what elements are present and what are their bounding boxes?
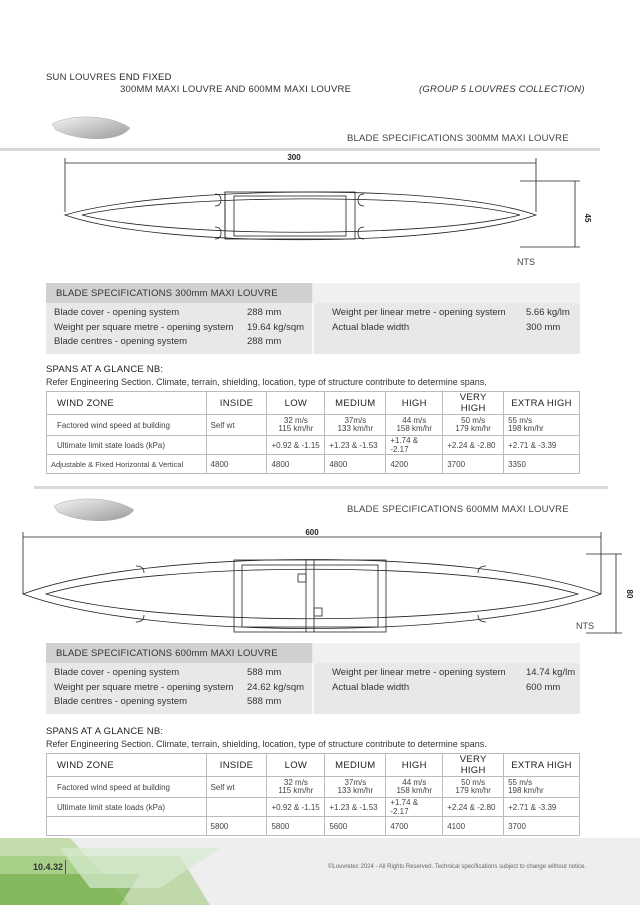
cell: +0.92 & -1.15 xyxy=(267,436,325,455)
row-label: Ultimate limit state loads (kPa) xyxy=(47,798,207,817)
spec-row xyxy=(54,682,312,697)
table-header-row xyxy=(47,392,580,415)
spec-value: 19.64 kg/sqm xyxy=(247,321,305,333)
spec-key: Actual blade width xyxy=(332,321,410,333)
spec-key: Blade cover - opening system xyxy=(54,667,180,678)
section-rule-2 xyxy=(34,486,608,489)
blade-300-title-b: 300MM MAXI LOUVRE xyxy=(466,133,569,144)
spans-note-2: Refer Engineering Section. Climate, terrain, shielding, location, type of structure contribute to determine spans. xyxy=(46,739,487,749)
row-label: Factored wind speed at building xyxy=(47,777,207,798)
spec-row xyxy=(332,682,580,697)
cell: +2.24 & -2.80 xyxy=(443,798,504,817)
row-label xyxy=(47,817,207,836)
cell: 5600 xyxy=(325,817,386,836)
row-label: Ultimate limit state loads (kPa) xyxy=(47,436,207,455)
cell: 37m/s xyxy=(344,778,367,787)
blade-300-title-a: BLADE SPECIFICATIONS xyxy=(347,133,464,144)
dim-width-600: 600 xyxy=(305,528,319,537)
cell: +0.92 & -1.15 xyxy=(267,798,325,817)
table-row xyxy=(47,415,580,436)
spec-key: Blade centres - opening system xyxy=(54,696,188,707)
header-line-1 xyxy=(46,72,172,83)
col-header: WIND ZONE xyxy=(47,392,207,415)
nts-label-1: NTS xyxy=(517,257,535,267)
cell: +2.71 & -3.39 xyxy=(504,436,580,455)
cell: 50 m/s xyxy=(461,416,486,425)
cell xyxy=(206,436,267,455)
cell: +2.71 & -3.39 xyxy=(504,798,580,817)
blade-600-thumbnail xyxy=(52,494,136,528)
spans-title-1: SPANS AT A GLANCE NB: xyxy=(46,364,164,375)
blade-600-title-b: 600MM MAXI LOUVRE xyxy=(466,504,569,515)
cell: 55 m/s xyxy=(508,778,533,787)
spans-table-300 xyxy=(46,391,580,474)
cell: 179 km/hr xyxy=(455,786,491,795)
cell: 179 km/hr xyxy=(455,424,491,433)
spec-row xyxy=(54,696,312,711)
col-header: INSIDE xyxy=(206,754,267,777)
spec-row xyxy=(54,307,312,322)
col-header: MEDIUM xyxy=(325,754,386,777)
table-row xyxy=(47,777,580,798)
cell: 4800 xyxy=(325,455,386,474)
spec-value: 288 mm xyxy=(247,336,282,347)
col-header: LOW xyxy=(267,392,325,415)
spec-row xyxy=(54,667,312,682)
table-row xyxy=(47,817,580,836)
blade-300-thumbnail xyxy=(50,112,132,146)
spec-value: 588 mm xyxy=(247,667,282,678)
spec-key: Actual blade width xyxy=(332,681,410,693)
blade-300-title xyxy=(347,133,569,144)
spans-note-1: Refer Engineering Section. Climate, terrain, shielding, location, type of structure contribute to determine spans. xyxy=(46,377,487,387)
spec-key: Weight per square metre - opening system xyxy=(54,681,234,693)
dim-height-45: 45 xyxy=(583,213,592,223)
spec-key: Weight per linear metre - opening system xyxy=(332,667,506,678)
group-note: (GROUP 5 LOUVRES COLLECTION) xyxy=(419,84,585,95)
cell: 4800 xyxy=(206,455,267,474)
cell xyxy=(206,798,267,817)
cell: +1.74 & -2.17 xyxy=(386,798,443,817)
spec-value: 588 mm xyxy=(247,696,282,707)
header-subtitle: 300MM MAXI LOUVRE AND 600MM MAXI LOUVRE xyxy=(120,84,352,95)
spec-value: 14.74 kg/lm xyxy=(526,667,576,678)
row-label: Factored wind speed at building xyxy=(47,415,207,436)
spec-row xyxy=(332,322,580,337)
cell: 5800 xyxy=(267,817,325,836)
cell: Self wt xyxy=(206,777,267,798)
cell: 133 km/hr xyxy=(337,424,374,433)
col-header: EXTRA HIGH xyxy=(504,754,580,777)
col-header: MEDIUM xyxy=(325,392,386,415)
cell: 44 m/s xyxy=(402,778,427,787)
row-label: Adjustable & Fixed Horizontal & Vertical xyxy=(47,455,207,474)
col-header: HIGH xyxy=(386,392,443,415)
copyright: ©Louvretec 2024 - All Rights Reserved. Technical specifications subject to change without notice. xyxy=(328,864,587,870)
col-header: VERY HIGH xyxy=(443,392,504,415)
cell: +1.74 & -2.17 xyxy=(386,436,443,455)
cell: 158 km/hr xyxy=(396,424,433,433)
spec-row xyxy=(332,667,580,682)
cell: 4800 xyxy=(267,455,325,474)
blade-300-profile-drawing xyxy=(40,152,600,272)
spec-table-300 xyxy=(46,283,580,354)
cell: +1.23 & -1.53 xyxy=(325,798,386,817)
blade-600-title xyxy=(347,504,569,515)
nts-label-2: NTS xyxy=(576,621,594,631)
spec-value: 300 mm xyxy=(526,321,561,333)
section-rule-1 xyxy=(0,148,600,151)
blade-600-profile-drawing xyxy=(16,528,640,638)
cell: 5800 xyxy=(206,817,267,836)
col-header: EXTRA HIGH xyxy=(504,392,580,415)
cell: 32 m/s xyxy=(283,778,308,787)
spec-header-600: BLADE SPECIFICATIONS 600mm MAXI LOUVRE xyxy=(46,643,312,663)
cell: 158 km/hr xyxy=(396,786,433,795)
dim-height-80: 80 xyxy=(625,589,634,599)
spec-key: Weight per linear metre - opening system xyxy=(332,307,506,318)
spec-table-600 xyxy=(46,643,580,714)
col-header: LOW xyxy=(267,754,325,777)
cell: 198 km/hr xyxy=(508,424,544,433)
table-row xyxy=(47,455,580,474)
col-header: WIND ZONE xyxy=(47,754,207,777)
header-title: END FIXED xyxy=(119,72,172,83)
cell: 37m/s xyxy=(344,416,367,425)
spec-value: 5.66 kg/lm xyxy=(526,307,570,318)
table-row xyxy=(47,436,580,455)
cell: 133 km/hr xyxy=(337,786,374,795)
cell: 44 m/s xyxy=(402,416,427,425)
spans-table-600 xyxy=(46,753,580,836)
cell: 4200 xyxy=(386,455,443,474)
cell: 115 km/hr xyxy=(278,786,314,795)
cell: +1.23 & -1.53 xyxy=(325,436,386,455)
spec-row xyxy=(54,322,312,337)
table-row xyxy=(47,798,580,817)
cell: 3350 xyxy=(504,455,580,474)
table-header-row xyxy=(47,754,580,777)
cell: 198 km/hr xyxy=(508,786,544,795)
header-prefix: SUN LOUVRES xyxy=(46,72,117,83)
cell: 115 km/hr xyxy=(278,424,314,433)
cell: 4100 xyxy=(443,817,504,836)
cell: +2.24 & -2.80 xyxy=(443,436,504,455)
spans-title-2: SPANS AT A GLANCE NB: xyxy=(46,726,164,737)
blade-600-title-a: BLADE SPECIFICATIONS xyxy=(347,504,464,515)
spec-key: Blade centres - opening system xyxy=(54,336,188,347)
col-header: INSIDE xyxy=(206,392,267,415)
spec-row xyxy=(332,307,580,322)
footer-divider xyxy=(65,860,66,874)
col-header: HIGH xyxy=(386,754,443,777)
page-number: 10.4.32 xyxy=(33,862,64,872)
cell: 55 m/s xyxy=(508,416,533,425)
spec-header-300: BLADE SPECIFICATIONS 300mm MAXI LOUVRE xyxy=(46,283,312,303)
cell: 32 m/s xyxy=(283,416,308,425)
cell: Self wt xyxy=(206,415,267,436)
cell: 4700 xyxy=(386,817,443,836)
cell: 3700 xyxy=(443,455,504,474)
spec-value: 600 mm xyxy=(526,681,561,693)
dim-width-300: 300 xyxy=(287,153,301,162)
col-header: VERY HIGH xyxy=(443,754,504,777)
spec-row xyxy=(54,336,312,351)
spec-key: Blade cover - opening system xyxy=(54,307,180,318)
cell: 3700 xyxy=(504,817,580,836)
cell: 50 m/s xyxy=(461,778,486,787)
spec-value: 24.62 kg/sqm xyxy=(247,681,305,693)
spec-value: 288 mm xyxy=(247,307,282,318)
spec-key: Weight per square metre - opening system xyxy=(54,321,234,333)
